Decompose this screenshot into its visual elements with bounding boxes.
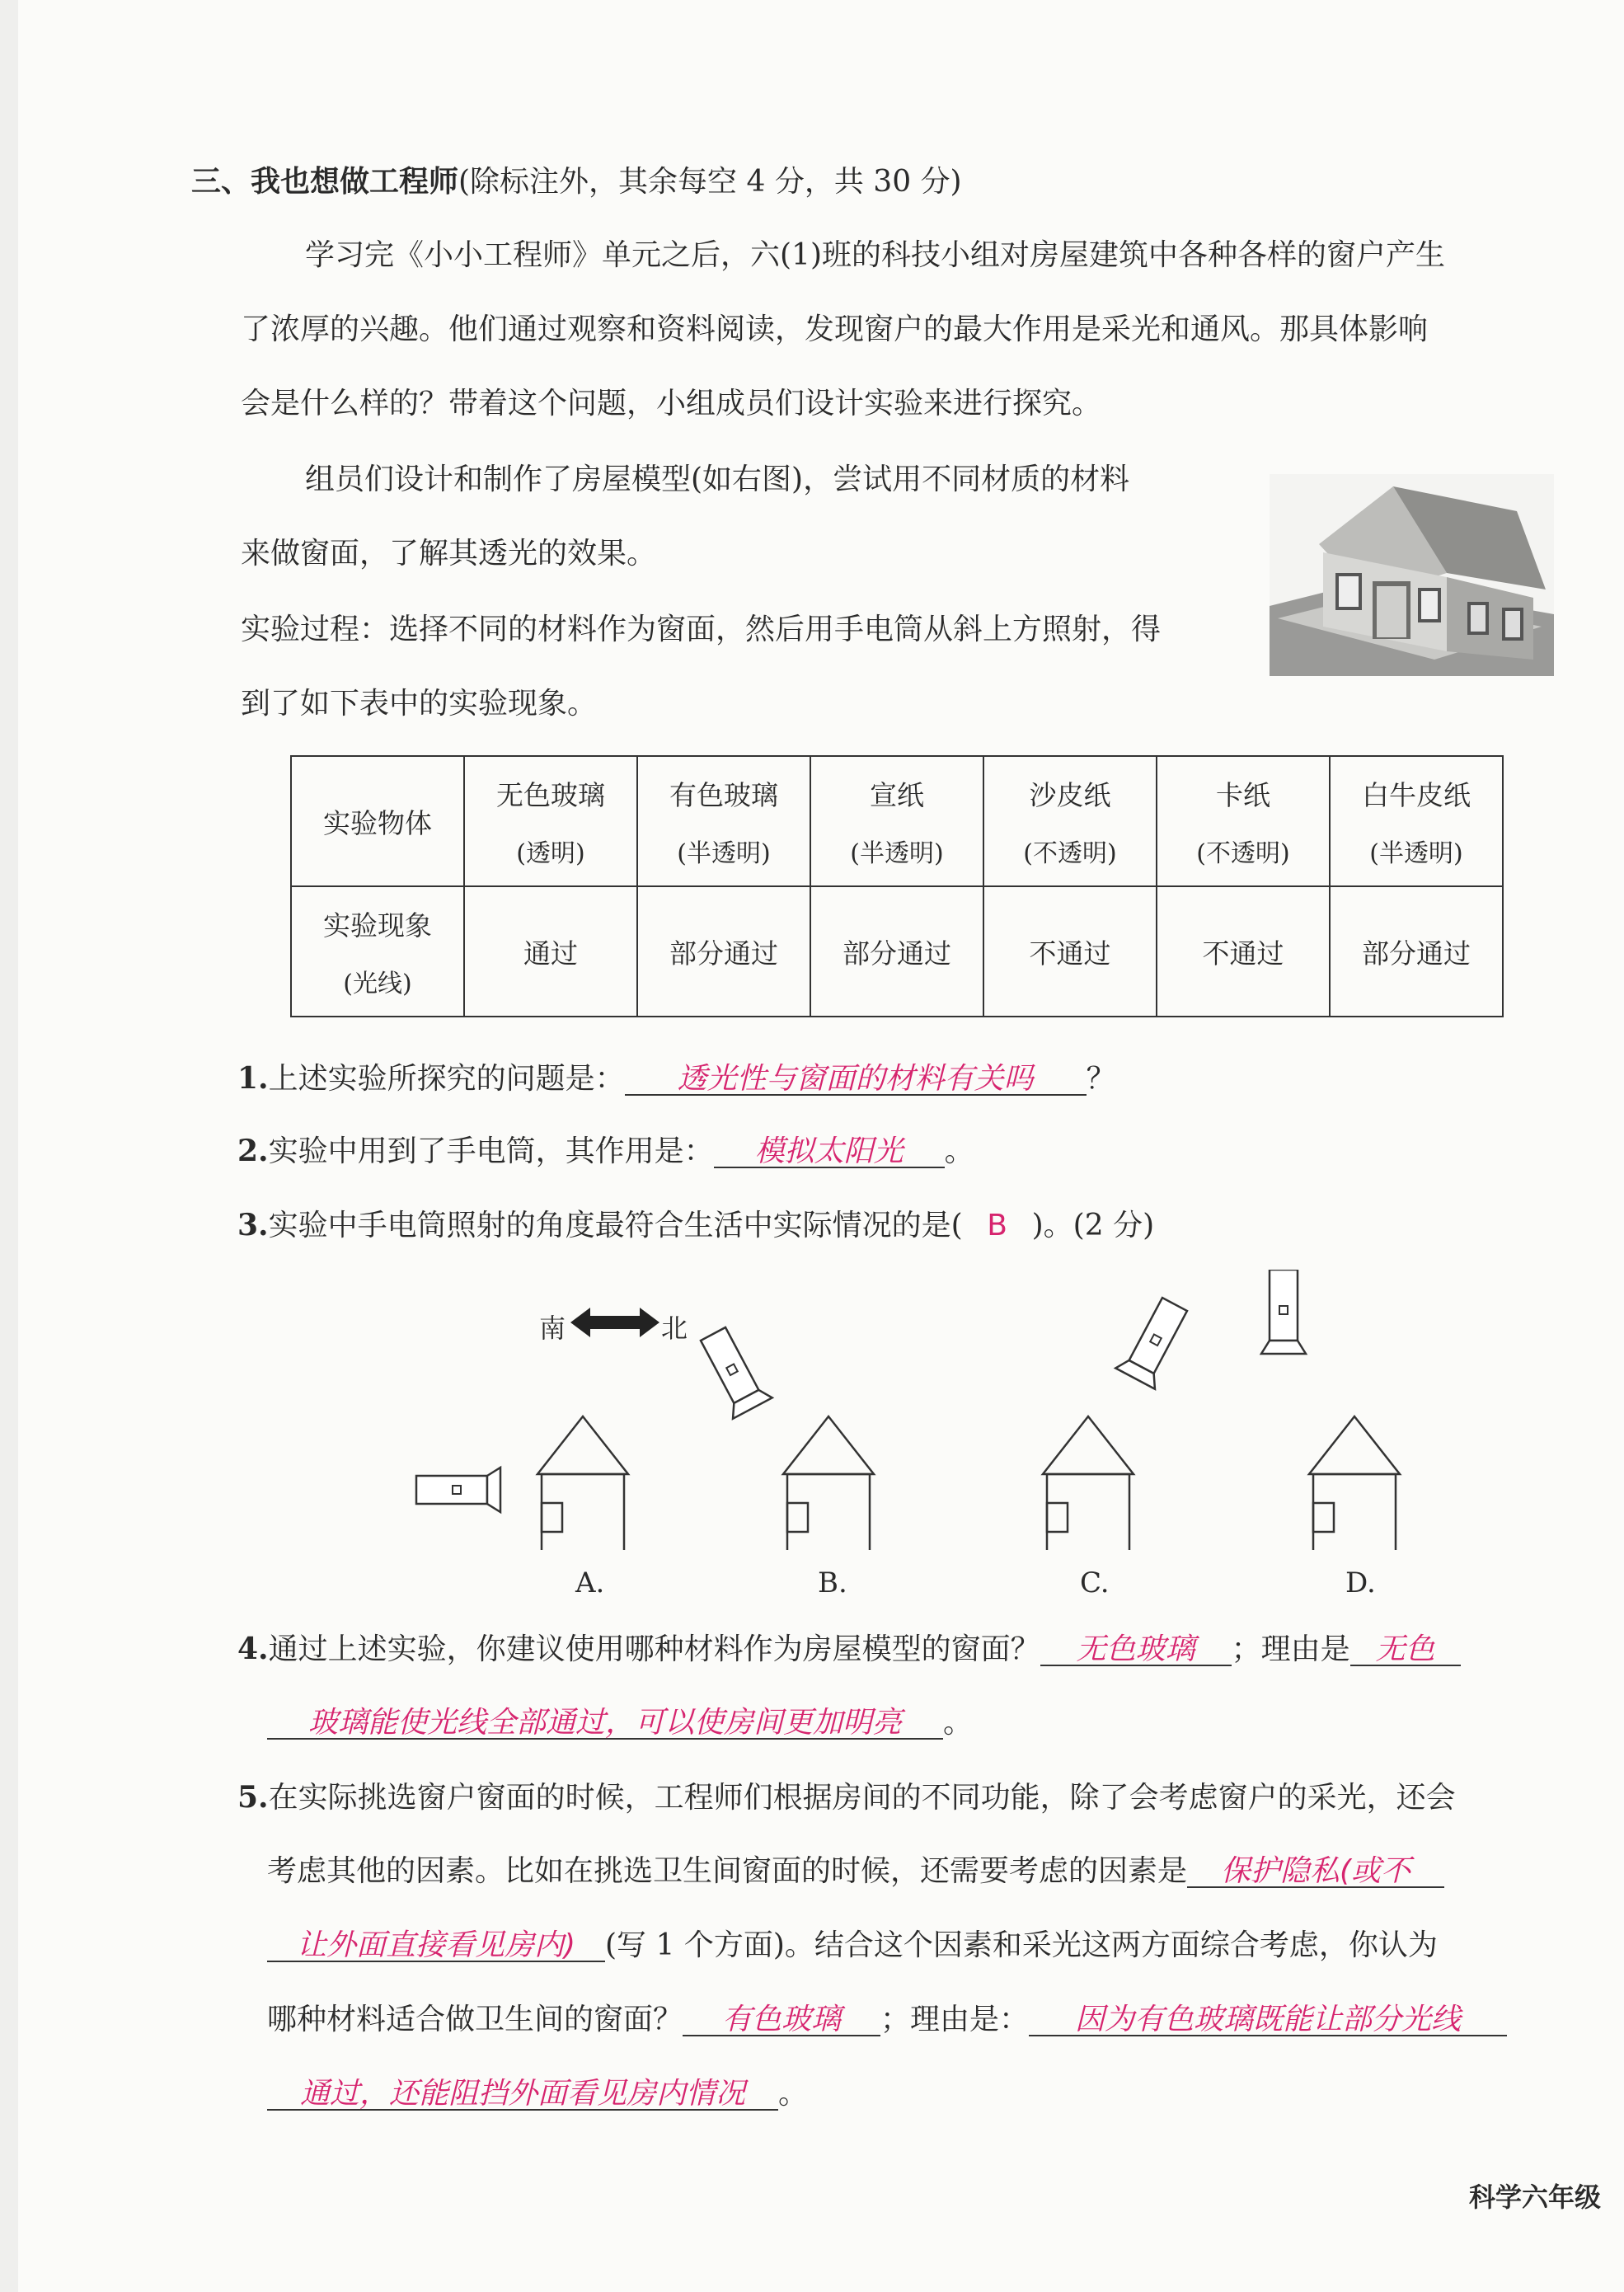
flashlight-d-icon (1261, 1270, 1306, 1354)
question-5-line-1 (237, 1782, 1456, 1813)
question-1 (237, 1061, 1116, 1096)
table-cell-material (1157, 756, 1330, 886)
intro-line-2: 了浓厚的兴趣。他们通过观察和资料阅读，发现窗户的最大作用是采光和通风。那具体影响 (241, 312, 1429, 346)
question-text: 上述实验所探究的问题是： (268, 1062, 625, 1096)
experiment-table (290, 755, 1504, 1017)
table-cell-result: 不通过 (983, 886, 1157, 1017)
south-label: 南 (539, 1313, 566, 1344)
house-a-icon (537, 1416, 628, 1550)
table-cell-material (810, 756, 983, 886)
question-text: 在实际挑选窗户窗面的时候，工程师们根据房间的不同功能，除了会考虑窗户的采光，还会 (268, 1781, 1456, 1815)
question-text: ；理由是： (880, 2003, 1030, 2036)
answer-choice[interactable]: B (987, 1209, 1007, 1242)
material-name: 有色玻璃 (669, 778, 778, 811)
option-c-label[interactable]: C. (1080, 1566, 1110, 1599)
question-number: 4. (237, 1632, 269, 1666)
option-b-label[interactable]: B. (818, 1566, 847, 1599)
section-title (191, 164, 962, 199)
material-type: (半透明) (1369, 838, 1463, 868)
process-line-1: 实验过程：选择不同的材料作为窗面，然后用手电筒从斜上方照射，得 (241, 613, 1162, 646)
answer-blank[interactable]: 玻璃能使光线全部通过，可以使房间更加明亮 (267, 1708, 943, 1740)
section-score-note: (除标注外，其余每空 4 分，共 30 分) (458, 165, 962, 199)
question-number: 5. (237, 1780, 269, 1815)
flashlight-diagram (396, 1270, 1434, 1550)
question-end: )。(2 分) (1031, 1209, 1155, 1242)
answer-blank[interactable]: 无色玻璃 (1040, 1635, 1232, 1666)
question-5-line-4 (267, 2005, 1507, 2036)
question-end: ？ (1086, 1062, 1116, 1096)
question-4-line-1 (237, 1634, 1461, 1666)
question-5-line-5 (267, 2079, 808, 2111)
material-type: (不透明) (1196, 838, 1290, 868)
footer-subject: 科学六年级 (1469, 2182, 1602, 2213)
material-type: (透明) (516, 838, 585, 868)
table-row (291, 886, 1503, 1017)
question-5-line-3 (267, 1928, 1438, 1962)
material-type: (半透明) (850, 838, 944, 868)
question-text: 实验中手电筒照射的角度最符合生活中实际情况的是( (268, 1209, 963, 1242)
question-text: 哪种材料适合做卫生间的窗面？ (267, 2003, 683, 2036)
process-line-2: 到了如下表中的实验现象。 (241, 687, 598, 721)
question-3 (237, 1210, 1154, 1241)
option-d-label[interactable]: D. (1345, 1566, 1376, 1599)
question-text: 通过上述实验，你建议使用哪种材料作为房屋模型的窗面？ (268, 1632, 1040, 1666)
phenomenon-sub: (光线) (343, 969, 412, 998)
table-cell-result: 不通过 (1157, 886, 1330, 1017)
intro-line-3: 会是什么样的？带着这个问题，小组成员们设计实验来进行探究。 (241, 387, 1102, 420)
table-cell-result: 部分通过 (810, 886, 983, 1017)
table-row (291, 756, 1503, 886)
model-line-1: 组员们设计和制作了房屋模型(如右图)，尝试用不同材质的材料 (305, 463, 1130, 496)
answer-blank[interactable]: 无色 (1350, 1635, 1461, 1666)
table-header-object: 实验物体 (291, 756, 464, 886)
table-cell-material (464, 756, 637, 886)
house-model-photo (1270, 474, 1554, 676)
answer-blank[interactable]: 因为有色玻璃既能让部分光线 (1029, 2005, 1507, 2036)
table-cell-result: 通过 (464, 886, 637, 1017)
flashlight-a-icon (416, 1468, 500, 1512)
answer-blank[interactable]: 让外面直接看见房内) (267, 1931, 605, 1962)
intro-line-1: 学习完《小小工程师》单元之后，六(1)班的科技小组对房屋建筑中各种各样的窗户产生 (305, 238, 1445, 272)
material-name: 沙皮纸 (1029, 778, 1111, 811)
double-arrow-icon (570, 1308, 659, 1337)
house-d-icon (1309, 1416, 1400, 1550)
material-name: 白牛皮纸 (1362, 778, 1471, 811)
question-4-line-2 (267, 1708, 973, 1740)
page-edge (0, 0, 18, 2292)
house-c-icon (1043, 1416, 1134, 1550)
north-label: 北 (661, 1313, 688, 1344)
flashlight-b-icon (693, 1323, 772, 1418)
section-title-label: 三、我也想做工程师 (191, 164, 459, 199)
option-a-label[interactable]: A. (575, 1566, 605, 1599)
question-end: 。 (778, 2077, 809, 2111)
question-text: (写 1 个方面)。结合这个因素和采光这两方面综合考虑，你认为 (605, 1928, 1438, 1962)
material-name: 宣纸 (870, 778, 924, 811)
question-number: 2. (237, 1134, 269, 1168)
table-cell-result: 部分通过 (637, 886, 810, 1017)
phenomenon-label: 实验现象 (323, 909, 432, 942)
answer-blank[interactable]: 模拟太阳光 (714, 1137, 945, 1168)
question-text: 考虑其他的因素。比如在挑选卫生间窗面的时候，还需要考虑的因素是 (267, 1854, 1188, 1888)
table-cell-material (1330, 756, 1503, 886)
model-line-2: 来做窗面，了解其透光的效果。 (241, 537, 657, 571)
question-text: ；理由是 (1231, 1632, 1350, 1666)
answer-blank[interactable]: 保护隐私(或不 (1187, 1857, 1444, 1888)
table-cell-material (637, 756, 810, 886)
question-5-line-2 (267, 1854, 1444, 1888)
question-end: 。 (943, 1706, 974, 1740)
house-b-icon (783, 1416, 874, 1550)
table-cell-result: 部分通过 (1330, 886, 1503, 1017)
question-2 (237, 1136, 974, 1168)
answer-blank[interactable]: 通过，还能阻挡外面看见房内情况 (267, 2079, 778, 2111)
material-type: (不透明) (1023, 838, 1117, 868)
answer-blank[interactable]: 透光性与窗面的材料有关吗 (625, 1064, 1087, 1096)
table-cell-material (983, 756, 1157, 886)
question-end: 。 (944, 1134, 974, 1168)
question-number: 1. (237, 1061, 269, 1096)
question-number: 3. (237, 1208, 269, 1242)
material-name: 卡纸 (1216, 778, 1270, 811)
flashlight-c-icon (1115, 1294, 1195, 1388)
material-name: 无色玻璃 (496, 778, 605, 811)
material-type: (半透明) (677, 838, 771, 868)
answer-blank[interactable]: 有色玻璃 (683, 2005, 880, 2036)
table-header-phenomenon (291, 886, 464, 1017)
question-text: 实验中用到了手电筒，其作用是： (268, 1134, 714, 1168)
